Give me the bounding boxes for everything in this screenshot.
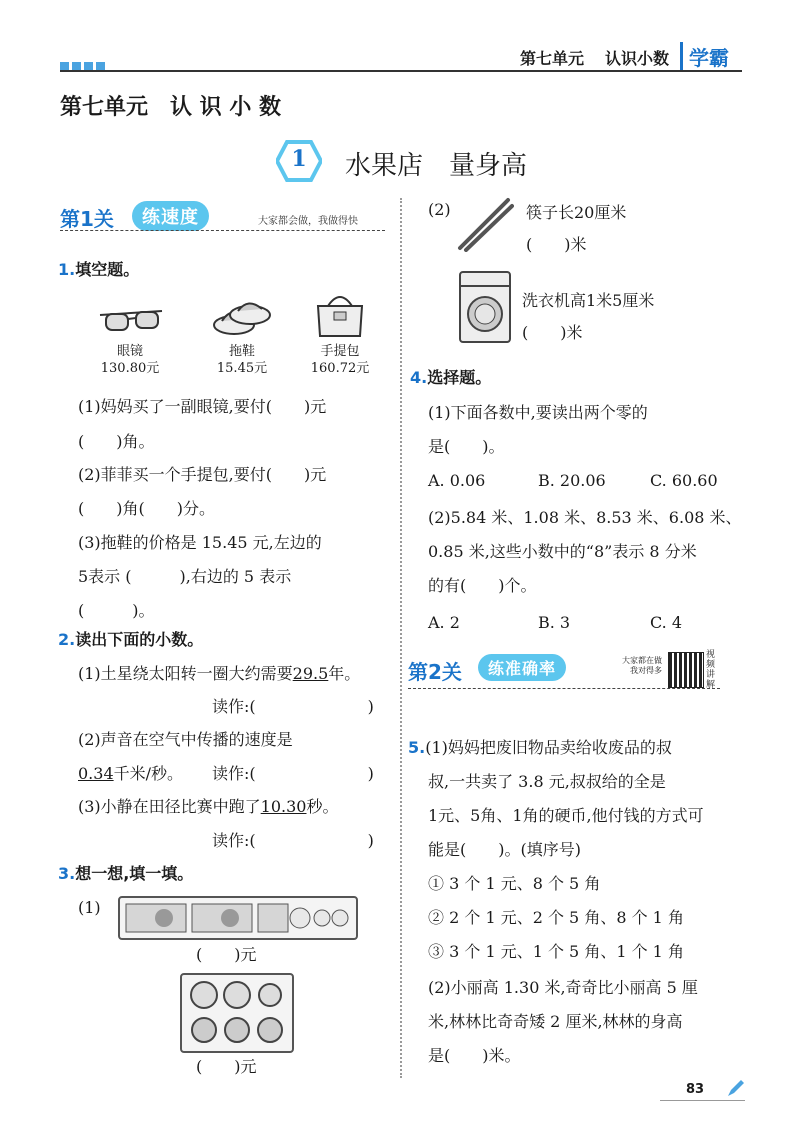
q2-read1: 读作:( ) <box>212 697 374 716</box>
q2-read3: 读作:( ) <box>212 831 374 850</box>
q4-opt1-b: B. 20.06 <box>538 471 606 490</box>
q3-ans2: ( )元 <box>196 1057 257 1076</box>
handbag-icon <box>314 290 366 340</box>
section1-rule <box>60 230 385 231</box>
slippers-image <box>212 297 272 341</box>
washing-machine-icon <box>458 270 512 344</box>
q1-p1b: ( )角。 <box>78 432 155 451</box>
brand-logo: 学霸 <box>680 42 729 71</box>
q2-p1: (1)土星绕太阳转一圈大约需要29.5年。 <box>78 664 361 683</box>
chopsticks-icon <box>456 196 514 252</box>
q3-washer: 洗衣机高1米5厘米 <box>522 291 655 310</box>
q5-p1c: 1元、5角、1角的硬币,他付钱的方式可 <box>428 806 704 825</box>
footer-rule <box>660 1100 745 1101</box>
q4-p2b: 0.85 米,这些小数中的“8”表示 8 分米 <box>428 542 697 561</box>
q5-choice-2: ② 2 个 1 元、2 个 5 角、8 个 1 角 <box>428 908 684 927</box>
q3-p1: (1) <box>78 898 101 917</box>
q2-read2: 读作:( ) <box>212 764 374 783</box>
q1-p1a: (1)妈妈买了一副眼镜,要付( )元 <box>78 397 327 416</box>
coin-image <box>180 973 294 1053</box>
q1-p3a: (3)拖鞋的价格是 15.45 元,左边的 <box>78 533 322 552</box>
q5-p1b: 叔,一共卖了 3.8 元,叔叔给的全是 <box>428 772 666 791</box>
item-slippers: 拖鞋 15.45元 <box>216 344 268 376</box>
page-number: 83 <box>686 1082 705 1097</box>
q2-p2a: (2)声音在空气中传播的速度是 <box>78 730 293 749</box>
video-label: 视频讲解 <box>706 650 716 690</box>
header-topic: 认识小数 <box>605 49 670 68</box>
q5-choice-1: ① 3 个 1 元、8 个 5 角 <box>428 874 601 893</box>
unit-title: 第七单元 认 识 小 数 <box>60 94 281 120</box>
chopsticks-image <box>456 196 514 256</box>
q4-p1a: (1)下面各数中,要读出两个零的 <box>428 403 648 422</box>
q3-chopsticks-ans: ( )米 <box>526 235 587 254</box>
money-image-1 <box>118 896 358 940</box>
section1-pill: 练速度 <box>132 201 209 231</box>
header-rule <box>60 70 742 72</box>
q3-washer-ans: ( )米 <box>522 323 583 342</box>
q5-p2c: 是( )米。 <box>428 1046 521 1065</box>
q4-p2c: 的有( )个。 <box>428 576 537 595</box>
q4-opt2-a: A. 2 <box>428 613 460 632</box>
lesson-number: 1 <box>291 146 307 172</box>
q2-p2b: 0.34千米/秒。 <box>78 764 184 783</box>
item-handbag: 手提包 160.72元 <box>310 344 370 376</box>
lesson-badge <box>276 140 322 186</box>
q1-p3b: 5表示 ( ),右边的 5 表示 <box>78 567 292 586</box>
q3-title: 3.想一想,填一填。 <box>58 864 194 883</box>
q4-p1b: 是( )。 <box>428 437 505 456</box>
q5-p2b: 米,林林比奇奇矮 2 厘米,林林的身高 <box>428 1012 683 1031</box>
section1-note: 大家都会做，我做得快 <box>258 216 358 227</box>
q4-p2a: (2)5.84 米、1.08 米、8.53 米、6.08 米、 <box>428 508 742 527</box>
q1-p3c: ( )。 <box>78 601 155 620</box>
header-unit: 第七单元 <box>520 49 585 68</box>
slippers-icon <box>212 297 272 337</box>
section2-note: 大家都在做 我对得多 <box>622 656 662 675</box>
qr-code[interactable] <box>668 652 704 688</box>
header-decoration <box>60 56 108 75</box>
section2-label: 第2关 <box>408 660 462 684</box>
section1-label: 第1关 <box>60 207 114 231</box>
q5-p1d: 能是( )。(填序号) <box>428 840 581 859</box>
q2-p3: (3)小静在田径比赛中跑了10.30秒。 <box>78 797 339 816</box>
q3-chopsticks: 筷子长20厘米 <box>526 203 627 222</box>
pencil-icon <box>726 1078 746 1102</box>
lesson-title: 水果店 量身高 <box>345 151 528 181</box>
glasses-icon <box>98 305 164 335</box>
q4-title: 4.选择题。 <box>410 368 492 387</box>
q5-p1a: 5.(1)妈妈把废旧物品卖给收废品的叔 <box>408 738 672 757</box>
q1-title: 1.填空题。 <box>58 260 140 279</box>
column-divider <box>400 198 402 1078</box>
q2-title: 2.读出下面的小数。 <box>58 630 204 649</box>
q4-opt2-b: B. 3 <box>538 613 571 632</box>
q4-opt1-c: C. 60.60 <box>650 471 718 490</box>
glasses-image <box>98 305 164 339</box>
handbag-image <box>314 290 366 344</box>
item-glasses: 眼镜 130.80元 <box>100 344 160 376</box>
q3-ans1: ( )元 <box>196 945 257 964</box>
section2-pill: 练准确率 <box>478 654 566 681</box>
q5-p2a: (2)小丽高 1.30 米,奇奇比小丽高 5 厘 <box>428 978 698 997</box>
q4-opt1-a: A. 0.06 <box>428 471 486 490</box>
q3-p2: (2) <box>428 200 451 219</box>
section2-rule <box>408 688 720 689</box>
washer-image <box>458 270 512 348</box>
q4-opt2-c: C. 4 <box>650 613 683 632</box>
q1-p2a: (2)菲菲买一个手提包,要付( )元 <box>78 465 327 484</box>
q1-p2b: ( )角( )分。 <box>78 499 215 518</box>
q5-choice-3: ③ 3 个 1 元、1 个 5 角、1 个 1 角 <box>428 942 684 961</box>
